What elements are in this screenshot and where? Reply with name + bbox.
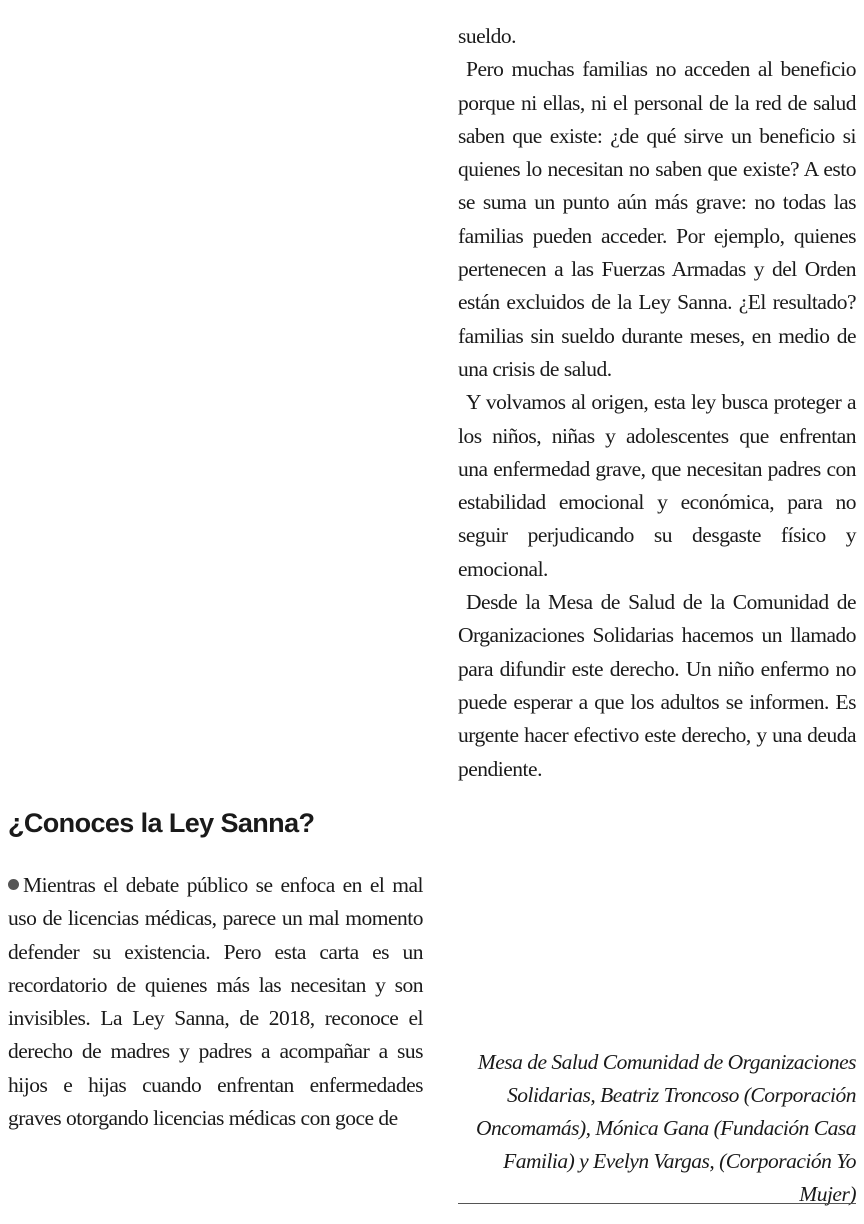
paragraph: Pero muchas familias no acceden al beneficio porque ni ellas, ni el personal de la red de salud saben que existe: ¿de qué sirve un beneficio si quienes lo necesitan no saben que existe? A esto se suma un punto aún más grave: no todas las familias pueden acceder. Por ejemplo, quienes pertenecen a las Fuerzas Armadas y del Orden están excluidos de la Ley Sanna. ¿El resultado? familias sin sueldo durante meses, en medio de una crisis de salud. (458, 57, 856, 381)
divider-line (458, 1203, 856, 1204)
right-column (458, 0, 856, 1224)
paragraph-continuation: sueldo. (458, 24, 517, 48)
paragraph: Desde la Mesa de Salud de la Comunidad de Organizaciones Solidarias hacemos un llamado para difundir este derecho. Un niño enfermo no puede esperar a que los adultos se informen. Es urgente hacer efectivo este derecho, y una deuda pendiente. (458, 590, 856, 781)
lead-text: Mientras el debate público se enfoca en el mal uso de licencias médicas, parece un mal momento defender su existencia. Pero esta carta es un recordatorio de quienes más las necesitan y son invisibles. La Ley Sanna, de 2018, reconoce el derecho de madres y padres a acompañar a sus hijos e hijas cuando enfrentan enfermedades graves otorgando licencias médicas con goce de (8, 873, 423, 1131)
left-column (8, 0, 423, 1224)
lead-paragraph (8, 869, 423, 1135)
article-title: ¿Conoces la Ley Sanna? (8, 808, 315, 838)
paragraph: Y volvamos al origen, esta ley busca proteger a los niños, niñas y adolescentes que enfrentan una enfermedad grave, que necesitan padres con estabilidad emocional y económica, para no seguir perjudicando su desgaste físico y emocional. (458, 390, 856, 581)
bullet-icon (8, 879, 19, 890)
signature: Mesa de Salud Comunidad de Organizaciones Solidarias, Beatriz Troncoso (Corporación Oncomamás), Mónica Gana (Fundación Casa Familia) y Evelyn Vargas, (Corporación Yo Mujer) (476, 1050, 856, 1206)
body-paragraphs (458, 20, 856, 786)
